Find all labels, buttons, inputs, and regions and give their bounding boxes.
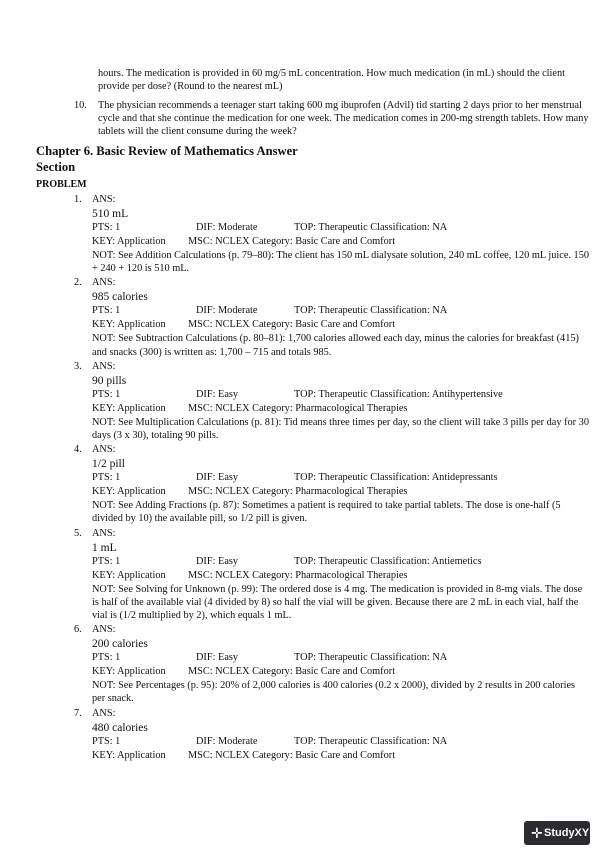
meta-row-2 — [92, 235, 590, 249]
rationale-note: NOT: See Percentages (p. 95): 20% of 2,000 calories is 400 calories (0.2 x 2000), divided by 2 results in 200 calories per snack. — [92, 680, 576, 705]
meta-row-2 — [92, 569, 590, 583]
chapter-title: Chapter 6. Basic Review of Mathematics Answer — [36, 144, 298, 158]
dif-field: DIF: Easy — [196, 472, 239, 484]
pts-field: PTS: 1 — [92, 222, 121, 233]
meta-row-1 — [92, 555, 590, 569]
key-field: KEY: Application — [92, 569, 166, 581]
pts-field: PTS: 1 — [92, 305, 121, 317]
answer-value: 985 calories — [92, 291, 148, 304]
pts-field: PTS: 1 — [92, 652, 121, 664]
meta-row-2 — [92, 485, 590, 499]
answer-value: 1/2 pill — [92, 458, 125, 471]
key-field: KEY: Application — [92, 486, 166, 498]
dif-field: DIF: Moderate — [196, 305, 258, 317]
meta-row-2 — [92, 402, 590, 416]
msc-field: MSC: NCLEX Category: Basic Care and Comfort — [188, 666, 396, 678]
question-number: 10. — [74, 100, 87, 111]
answer-list — [0, 193, 612, 763]
rationale-note: NOT: See Subtraction Calculations (p. 80–81): 1,700 calories allowed each day, minus the calories for breakfast (415) and snacks (300) is written as: 1,700 – 715 and totals 985. — [92, 333, 579, 358]
answer-item — [0, 443, 590, 525]
dif-field: DIF: Moderate — [196, 222, 258, 233]
item-number: 4. — [74, 444, 82, 456]
top-field: TOP: Therapeutic Classification: NA — [294, 222, 448, 233]
dif-field: DIF: Moderate — [196, 735, 258, 747]
item-number: 7. — [74, 707, 82, 719]
rationale-note: NOT: See Adding Fractions (p. 87): Sometimes a patient is required to take partial tablets. The dose is one-half (5 divided by 10) the available pill, so 1/2 pill is given. — [92, 500, 561, 525]
ans-label: ANS: — [92, 444, 116, 456]
key-field: KEY: Application — [92, 236, 166, 247]
question-10 — [74, 99, 594, 139]
top-field: TOP: Therapeutic Classification: Antihypertensive — [294, 388, 503, 400]
dif-field: DIF: Easy — [196, 388, 239, 400]
meta-row-2 — [92, 749, 590, 763]
meta-row-2 — [92, 318, 590, 332]
answer-item — [0, 527, 590, 623]
msc-field: MSC: NCLEX Category: Pharmacological Therapies — [188, 402, 408, 414]
top-field: TOP: Therapeutic Classification: Antiemetics — [294, 555, 482, 567]
item-number: 1. — [74, 194, 82, 205]
key-field: KEY: Application — [92, 402, 166, 414]
pts-field: PTS: 1 — [92, 472, 121, 484]
meta-row-1 — [92, 221, 590, 235]
answer-value: 510 mL — [92, 208, 129, 220]
msc-field: MSC: NCLEX Category: Basic Care and Comfort — [188, 319, 396, 331]
answer-item — [0, 193, 590, 275]
top-field: TOP: Therapeutic Classification: NA — [294, 652, 448, 664]
pts-field: PTS: 1 — [92, 388, 121, 400]
section-label: Section — [36, 160, 76, 174]
answer-item — [0, 623, 590, 705]
msc-field: MSC: NCLEX Category: Pharmacological Therapies — [188, 486, 408, 498]
answer-value: 200 calories — [92, 638, 148, 651]
top-field: TOP: Therapeutic Classification: NA — [294, 305, 448, 317]
rationale-note: NOT: See Solving for Unknown (p. 99): The ordered dose is 4 mg. The medication is provided in 8-mg vials. The dose is half of the available vial (4 divided by 8) so half the vial will be given. Because there are 2 mL in each vial, half the vial is (1/2 multiplied by 2), which equals 1 mL. — [92, 583, 583, 622]
badge-label: StudyXY — [544, 827, 590, 839]
key-field: KEY: Application — [92, 749, 166, 761]
answer-value: 1 mL — [92, 541, 117, 554]
dif-field: DIF: Easy — [196, 555, 239, 567]
meta-row-1 — [92, 304, 590, 318]
question-9-continued: hours. The medication is provided in 60 mg/5 mL concentration. How much medication (in mL) should the client provide per dose? (Round to the nearest mL) — [98, 68, 565, 93]
pts-field: PTS: 1 — [92, 555, 121, 567]
msc-field: MSC: NCLEX Category: Pharmacological Therapies — [188, 569, 408, 581]
ans-label: ANS: — [92, 360, 116, 372]
ans-label: ANS: — [92, 624, 116, 636]
dif-field: DIF: Easy — [196, 652, 239, 664]
item-number: 6. — [74, 624, 82, 636]
item-number: 2. — [74, 277, 82, 289]
plus-icon: ✛ — [531, 825, 543, 841]
ans-label: ANS: — [92, 527, 116, 539]
question-text: The physician recommends a teenager start taking 600 mg ibuprofen (Advil) tid starting 2 days prior to her menstrual cycle and that she continue the medication for one week. The medication comes in 200-mg strength tablets. How many tablets will the client consume during the week? — [98, 100, 589, 138]
item-number: 3. — [74, 360, 82, 372]
top-field: TOP: Therapeutic Classification: NA — [294, 735, 448, 747]
msc-field: MSC: NCLEX Category: Basic Care and Comfort — [188, 749, 396, 761]
rationale-note: NOT: See Multiplication Calculations (p. 81): Tid means three times per day, so the client will take 3 pills per day for 30 days (3 x 30), totaling 90 pills. — [92, 416, 589, 442]
ans-label: ANS: — [92, 707, 116, 719]
key-field: KEY: Application — [92, 666, 166, 678]
top-field: TOP: Therapeutic Classification: Antidepressants — [294, 472, 498, 484]
ans-label: ANS: — [92, 277, 116, 289]
msc-field: MSC: NCLEX Category: Basic Care and Comfort — [188, 236, 396, 247]
meta-row-1 — [92, 735, 590, 749]
meta-row-1 — [92, 388, 590, 402]
answer-value: 90 pills — [92, 374, 127, 387]
problem-label: PROBLEM — [36, 179, 87, 190]
studyxy-badge[interactable] — [524, 821, 590, 845]
meta-row-1 — [92, 651, 590, 665]
rationale-note: NOT: See Addition Calculations (p. 79–80): The client has 150 mL dialysate solution, 240 mL coffee, 120 mL juice. 150 + 240 + 120 is 510 mL. — [92, 250, 589, 275]
answer-item — [0, 276, 590, 358]
answer-value: 480 calories — [92, 721, 148, 734]
pts-field: PTS: 1 — [92, 735, 121, 747]
ans-label: ANS: — [92, 194, 116, 205]
meta-row-2 — [92, 665, 590, 679]
answer-item — [0, 707, 590, 763]
key-field: KEY: Application — [92, 319, 166, 331]
answer-item — [0, 360, 590, 442]
meta-row-1 — [92, 471, 590, 485]
item-number: 5. — [74, 527, 82, 539]
